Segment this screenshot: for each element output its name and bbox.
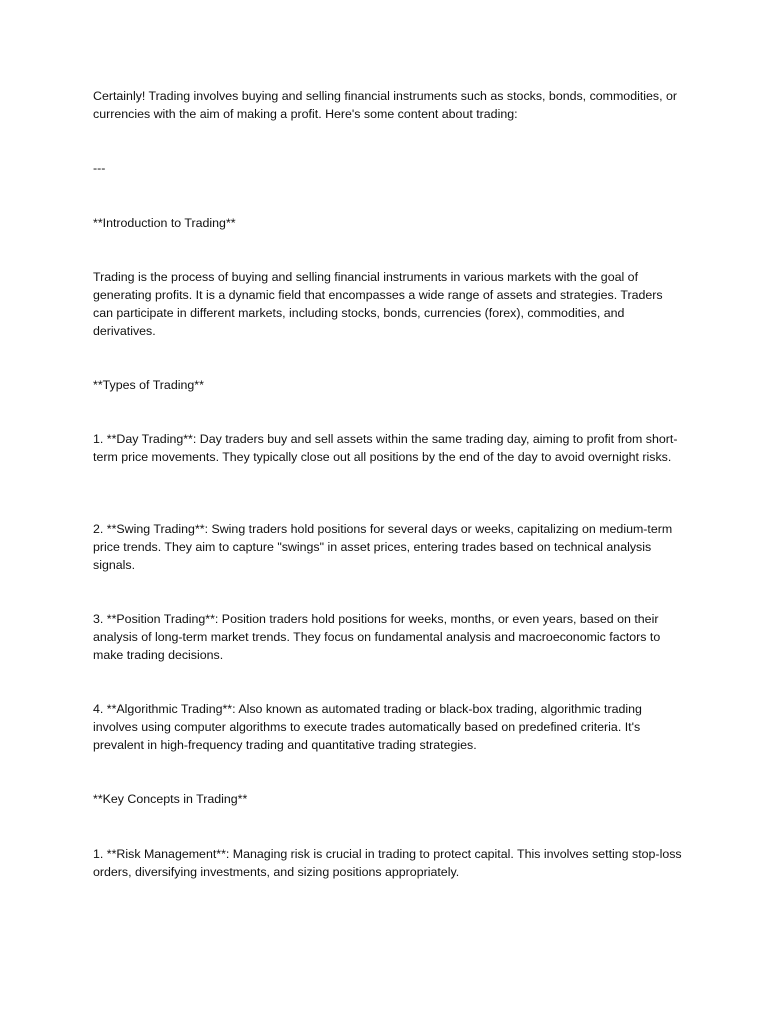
heading-introduction: **Introduction to Trading** bbox=[93, 216, 236, 230]
paragraph-introduction: Trading is the process of buying and selling financial instruments in various markets with the goal of generating profits. It is a dynamic field that encompasses a wide range of assets and strategies. Traders can participate in different markets, including stocks, bonds, currencies (forex), commodities, and derivatives. bbox=[93, 270, 663, 338]
intro-paragraph: Certainly! Trading involves buying and selling financial instruments such as stocks, bonds, commodities, or currencies with the aim of making a profit. Here's some content about trading: bbox=[93, 89, 678, 121]
list-item-position-trading: 3. **Position Trading**: Position traders hold positions for weeks, months, or even years, based on their analysis of long-term market trends. They focus on fundamental analysis and macroeconomic factors to make trading decisions. bbox=[93, 612, 661, 662]
heading-key-concepts: **Key Concepts in Trading** bbox=[93, 792, 248, 806]
list-item-risk-management: 1. **Risk Management**: Managing risk is crucial in trading to protect capital. This involves setting stop-loss orders, diversifying investments, and sizing positions appropriately. bbox=[93, 847, 682, 879]
list-item-algorithmic-trading: 4. **Algorithmic Trading**: Also known as automated trading or black-box trading, algorithmic trading involves using computer algorithms to execute trades automatically based on predefined criteria. It's prevalent in high-frequency trading and quantitative trading strategies. bbox=[93, 702, 642, 752]
list-item-day-trading: 1. **Day Trading**: Day traders buy and sell assets within the same trading day, aiming to profit from short-term price movements. They typically close out all positions by the end of the day to avoid overnight risks. bbox=[93, 432, 678, 464]
separator-line: --- bbox=[93, 161, 106, 175]
heading-types-of-trading: **Types of Trading** bbox=[93, 378, 204, 392]
list-item-swing-trading: 2. **Swing Trading**: Swing traders hold positions for several days or weeks, capitalizing on medium-term price trends. They aim to capture "swings" in asset prices, entering trades based on technical analysis signals. bbox=[93, 522, 673, 572]
